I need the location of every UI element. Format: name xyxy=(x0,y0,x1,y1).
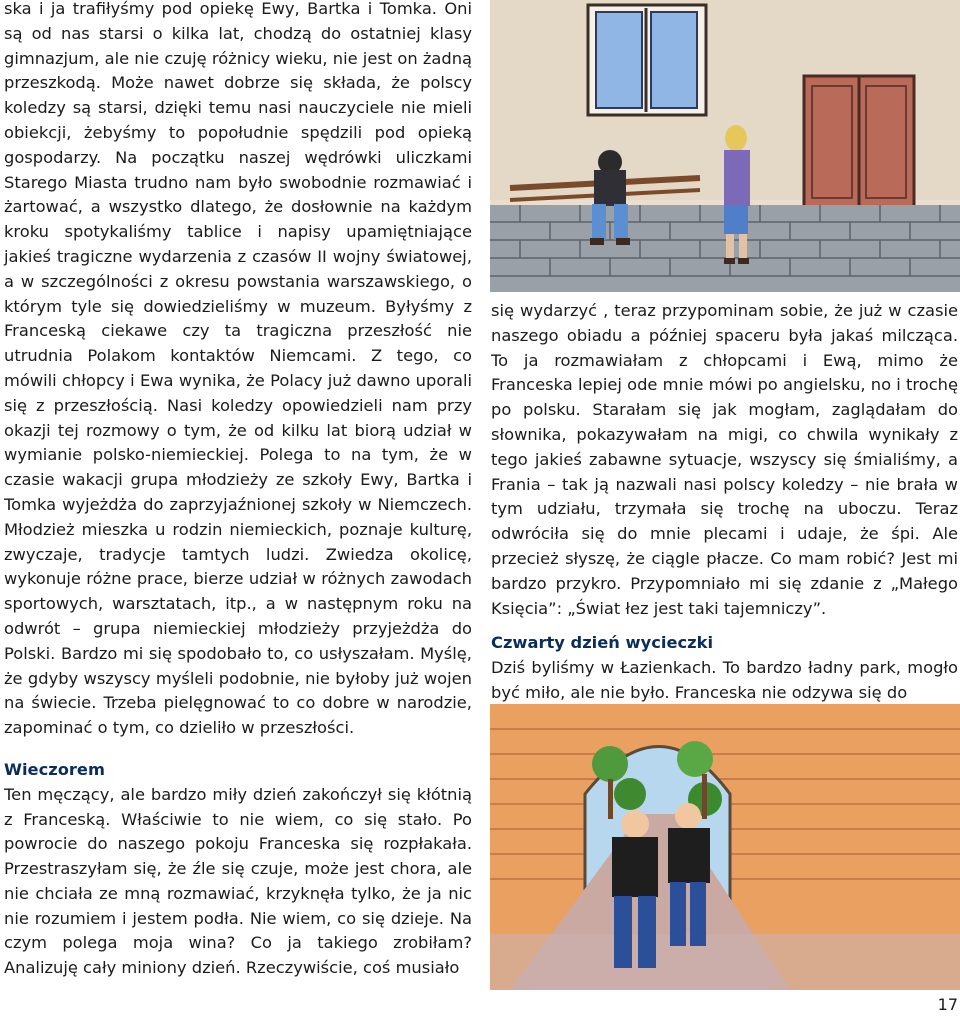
left-paragraph-1: ska i ja trafiłyśmy pod opiekę Ewy, Bartka i Tomka. Oni są od nas starsi o kilka lat, chodzą do ostatniej klasy gimnazjum, ale nie czuję różnicy wieku, nie jest on żadną przeszkodą. Może nawet dobrze się składa, że polscy koledzy są starsi, dzięki temu nasi nauczyciele nie mieli obiekcji, żebyśmy to popołudnie spędzili pod opieką gospodarzy. Na początku naszej wędrówki uliczkami Starego Miasta trudno nam było swobodnie rozmawiać i żartować, a wszystko dlatego, że dosłownie na każdym kroku spotykaliśmy tablice i napisy upamiętniające jakieś tragiczne wydarzenia z czasów II wojny światowej, a w szczególności z okresu powstania warszawskiego, o którym tyle się dowiedzieliśmy w muzeum. Byłyśmy z Franceską ciekawe czy ta tragiczna przeszłość nie utrudnia Polakom kontaktów Niemcami. Z tego, co mówili chłopcy i Ewa wynika, że Polacy już dawno uporali się z przeszłością. Nasi koledzy opowiedzieli nam przy okazji tej rozmowy o tym, że od kilku lat biorą udział w wymianie polsko-niemieckiej. Polega to na tym, że w czasie wakacji grupa młodzieży ze szkoły Ewy, Bartka i Tomka wyjeżdża do zaprzyjaźnionej szkoły w Niemczech. Młodzież mieszka u rodzin niemieckich, poznaje kulturę, zwyczaje, tradycje tamtych ludzi. Zwiedza okolicę, wykonuje różne prace, bierze udział w różnych zawodach sportowych, warsztatach, itp., a w następnym roku na odwrót – grupa niemieckiej młodzieży przyjeżdża do Polski. Bardzo mi się spodobało to, co usłyszałam. Myślę, że gdyby wszyscy myśleli podobnie, nie byłoby już wojen na świecie. Trzeba pielęgnować to co dobre w narodzie, zapominać o tym, co dzieliło w przeszłości. xyxy=(4,0,472,738)
heading-czwarty-dzien: Czwarty dzień wycieczki xyxy=(491,633,714,653)
illustration-building-wall xyxy=(490,0,960,292)
left-paragraph-2: Ten męczący, ale bardzo miły dzień zakończył się kłótnią z Franceską. Właściwie to nie wiem, co się stało. Po powrocie do naszego pokoju Franceska się rozpłakała. Przestraszyłam się, że źle się czuje, może jest chora, ale nie chciała ze mną rozmawiać, krzyknęła tylko, że ja nic nie rozumiem i jestem podła. Nie wiem, co się dzieje. Na czym polega moja wina? Co ja takiego zrobiłam? Analizuję cały miniony dzień. Rzeczywiście, coś musiało xyxy=(4,784,472,978)
heading-wieczorem: Wieczorem xyxy=(4,759,105,779)
left-text-column xyxy=(4,0,472,981)
right-paragraph-1: się wydarzyć , teraz przypominam sobie, że już w czasie naszego obiadu a później spaceru była jakaś milcząca. To ja rozmawiałam z chłopcami i Ewą, mimo że Franceska lepiej ode mnie mówi po angielsku, no i trochę po polsku. Starałam się jak mogłam, zaglądałam do słownika, pokazywałam na migi, co chwila wynikały z tego jakieś zabawne sytuacje, wszyscy się śmialiśmy, a Frania – tak ją nazwali nasi polscy koledzy – nie brała w tym udziału, trzymała się trochę na uboczu. Teraz odwróciła się do mnie plecami i udaje, że śpi. Ale przecież słyszę, że ciągle płacze. Co mam robić? Jest mi bardzo przykro. Przypomniało mi się zdanie z „Małego Księcia”: „Świat łez jest taki tajemniczy”. xyxy=(491,301,958,618)
page-number: 17 xyxy=(937,995,958,1014)
double-door xyxy=(804,76,914,208)
right-text-column xyxy=(491,299,958,706)
illustration-park-archway xyxy=(490,704,960,990)
window xyxy=(588,5,706,115)
right-paragraph-2: Dziś byliśmy w Łazienkach. To bardzo ładny park, mogło być miło, ale nie było. Franceska nie odzywa się do xyxy=(491,658,958,702)
